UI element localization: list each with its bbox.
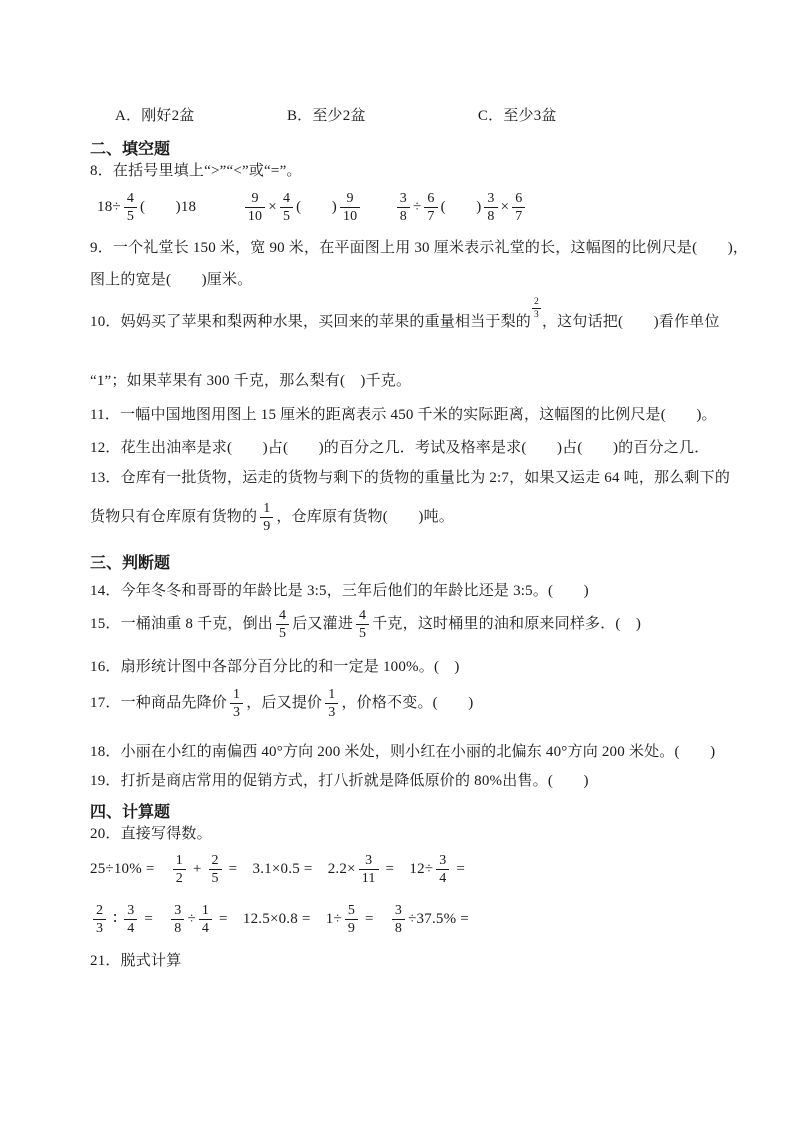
option-a: A．刚好2盆 — [115, 108, 195, 124]
section-calc-title: 四、计算题 — [90, 804, 171, 821]
fraction: $\frac{1}{3}$ — [325, 687, 338, 720]
question-14: 14．今年冬冬和哥哥的年龄比是 3:5，三年后他们的年龄比还是 3:5。( ) — [90, 583, 589, 599]
fraction: $\frac{5}{9}$ — [345, 903, 358, 936]
fraction: $\frac{3}{4}$ — [436, 853, 449, 886]
option-b: B．至少2盆 — [286, 108, 366, 124]
fraction: $\frac{3}{11}$ — [359, 853, 379, 886]
section-judge-title: 三、判断题 — [90, 555, 171, 572]
question-20-row-1: 25÷10% = $\frac{1}{2}$ + $\frac{2}{5}$ = 3.1×0.5 = 2.2× $\frac{3}{11}$ = 12÷ $\frac{3}{4}$ = — [90, 853, 466, 887]
fraction: $\frac{4}{5}$ — [356, 608, 369, 641]
question-20-prompt: 20．直接写得数。 — [90, 826, 212, 842]
fraction: $\frac{4}{5}$ — [276, 608, 289, 641]
choice-options-row — [90, 106, 733, 127]
question-18: 18．小丽在小红的南偏西 40°方向 200 米处，则小红在小丽的北偏东 40°方向 200 米处。( ) — [90, 744, 716, 760]
question-13-line-2: 货物只有仓库原有货物的 $\frac{1}{9}$ ，仓库原有货物( )吨。 — [90, 501, 454, 535]
question-12: 12．花生出油率是求( )占( )的百分之几．考试及格率是求( )占( )的百分之几． — [90, 440, 710, 456]
question-13-line-1: 13．仓库有一批货物，运走的货物与剩下的货物的重量比为 2:7，如果又运走 64 吨，那么剩下的 — [90, 470, 731, 486]
fraction: $\frac{9}{10}$ — [245, 191, 265, 224]
section-fill-in-title: 二、填空题 — [90, 141, 171, 158]
question-19: 19．打折是商店常用的促销方式，打八折就是降低原价的 80%出售。( ) — [90, 773, 589, 789]
fraction: $\frac{3}{8}$ — [397, 191, 410, 224]
question-20-row-2: $\frac{2}{3}$ ∶ $\frac{3}{4}$ = $\frac{3}{8}$ ÷ $\frac{1}{4}$ = 12.5×0.8 = 1÷ $\frac{5}{9}$ = $\frac{3}{8}$ ÷37.5% = — [90, 897, 733, 941]
fraction: $\frac{9}{10}$ — [340, 191, 360, 224]
option-c: C．至少3盆 — [477, 108, 557, 124]
question-8-prompt: 8．在括号里填上“>”“<”或“=”。 — [90, 163, 302, 179]
fraction: $\frac{2}{5}$ — [209, 853, 222, 886]
fraction: $\frac{2}{3}$ — [93, 903, 106, 936]
fraction: $\frac{4}{5}$ — [124, 191, 137, 224]
question-21: 21．脱式计算 — [90, 953, 182, 969]
question-8-expressions: 18÷ $\frac{4}{5}$ ( )18 $\frac{9}{10}$ × $\frac{4}{5}$ ( ) $\frac{9}{10}$ $\frac{3}{8}$ ÷ $\frac{6}{7}$ ( ) $\frac{3}{8}$ × $\frac{6}{7}$ — [90, 185, 733, 229]
fraction: $\frac{1}{2}$ — [173, 853, 186, 886]
fraction: $\frac{2}{3}$ — [534, 297, 539, 320]
question-9-line-1: 9．一个礼堂长 150 米，宽 90 米，在平面图上用 30 厘米表示礼堂的长，这幅图的比例尺是( )， — [90, 240, 749, 256]
fraction: $\frac{3}{4}$ — [124, 903, 137, 936]
fraction: $\frac{6}{7}$ — [424, 191, 437, 224]
question-17: 17．一种商品先降价 $\frac{1}{3}$ ，后又提价 $\frac{1}{3}$ ，价格不变。( ) — [90, 687, 474, 721]
fraction: $\frac{1}{4}$ — [199, 903, 212, 936]
fraction: $\frac{3}{8}$ — [392, 903, 405, 936]
question-10-line-2: “1”；如果苹果有 300 千克，那么梨有( )千克。 — [90, 373, 412, 389]
fraction: $\frac{3}{8}$ — [484, 191, 497, 224]
question-10-line-1: 10．妈妈买了苹果和梨两种水果，买回来的苹果的重量相当于梨的 $\frac{2}{3}$ ，这句话把( )看作单位 — [90, 297, 720, 330]
fraction: $\frac{4}{5}$ — [280, 191, 293, 224]
question-15: 15．一桶油重 8 千克，倒出 $\frac{4}{5}$ 后又灌进 $\frac{4}{5}$ 千克，这时桶里的油和原来同样多．( ) — [90, 608, 642, 642]
question-16: 16．扇形统计图中各部分百分比的和一定是 100%。( ) — [90, 659, 460, 675]
question-9-line-2: 图上的宽是( )厘米。 — [90, 272, 253, 288]
fraction: $\frac{6}{7}$ — [512, 191, 525, 224]
fraction: $\frac{3}{8}$ — [171, 903, 184, 936]
fraction: $\frac{1}{3}$ — [230, 687, 243, 720]
question-11: 11．一幅中国地图用图上 15 厘米的距离表示 450 千米的实际距离，这幅图的比例尺是( )。 — [90, 407, 717, 423]
fraction: $\frac{1}{9}$ — [260, 501, 273, 534]
